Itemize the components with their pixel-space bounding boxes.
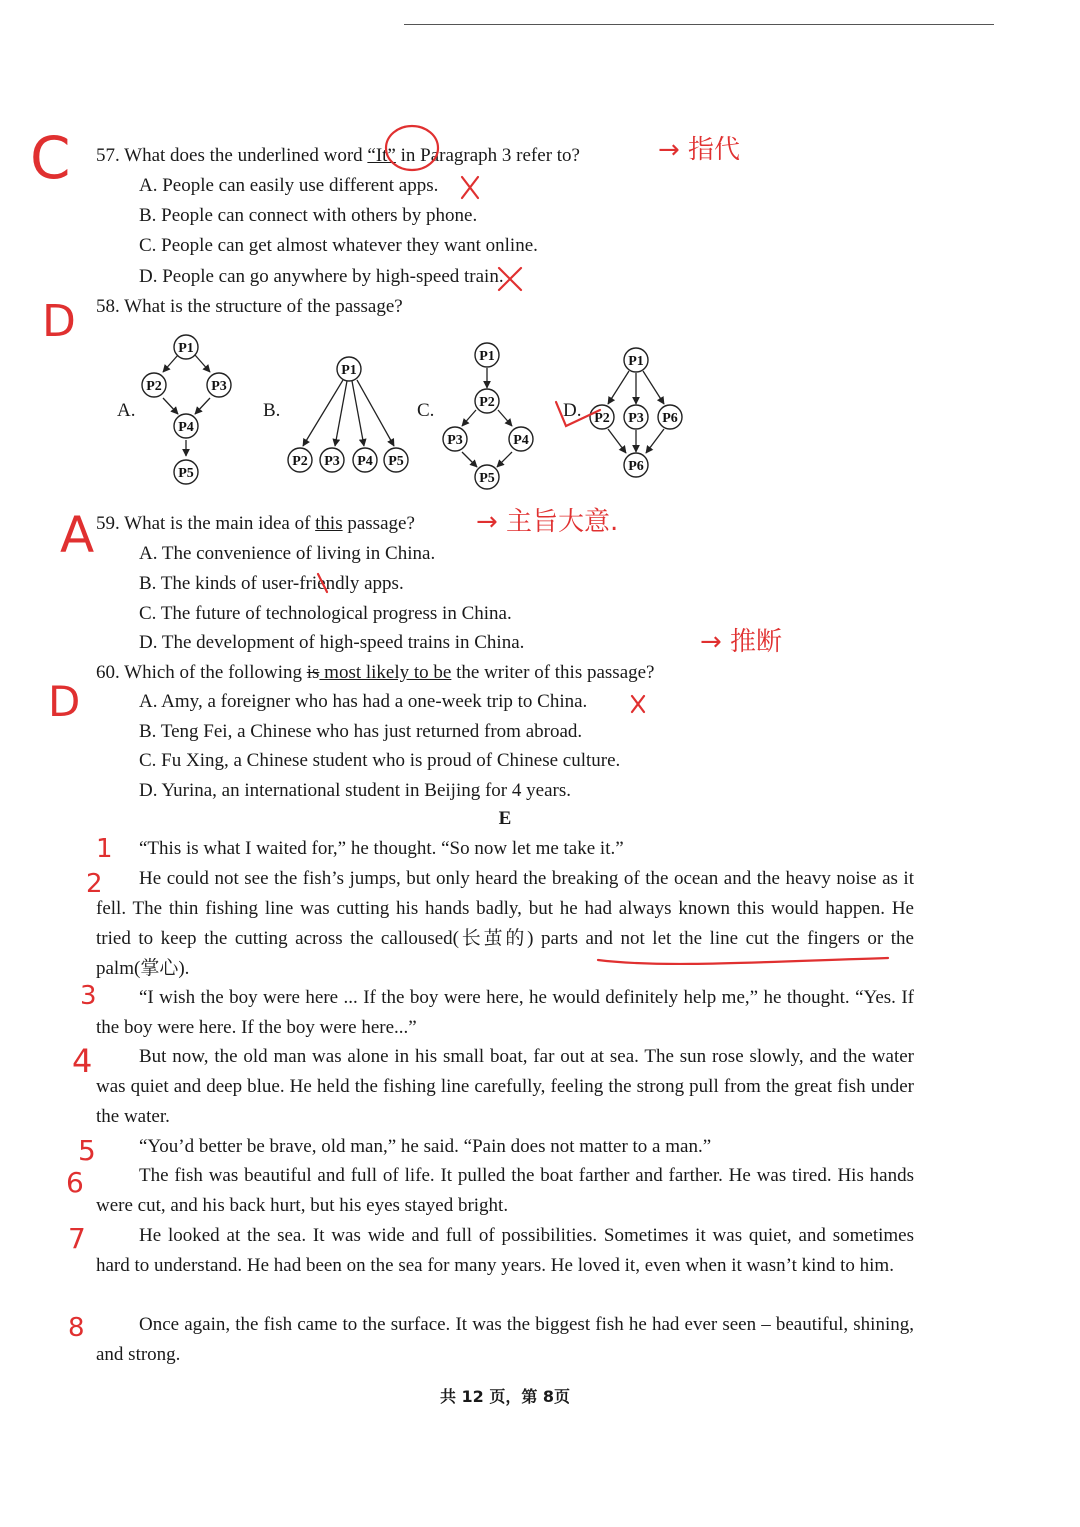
diagram-c-node-p5	[475, 465, 499, 489]
q59-underlined-word: this	[315, 513, 343, 534]
diagram-a-node-p4	[174, 414, 198, 438]
passage-paragraph-5: “You’d better be brave, old man,” he said. “Pain does not matter to a man.”	[139, 1136, 712, 1157]
svg-text:P6: P6	[662, 411, 678, 426]
q58-option-c-label[interactable]: C.	[417, 400, 435, 421]
passage-paragraph-2: He could not see the fish’s jumps, but only heard the breaking of the ocean and the heavy noise as it fell. The thin fishing line was cutting his hands badly, but he had always known this would happen. He tried to keep the cutting across the calloused(长茧的) parts and not let the line cut the fingers or the palm(掌心).	[96, 868, 914, 979]
diagram-b-node-p3	[320, 448, 344, 472]
q58-option-b-label[interactable]: B.	[263, 400, 281, 421]
diagram-c-node-p3	[443, 427, 467, 451]
q59-option-a[interactable]: A. The convenience of living in China.	[139, 543, 436, 564]
svg-text:P2: P2	[594, 411, 610, 426]
q59-option-b[interactable]: B. The kinds of user-friendly apps.	[139, 573, 404, 594]
svg-text:P1: P1	[178, 341, 194, 356]
paragraph-number-2: 2	[86, 869, 103, 899]
diagram-c	[443, 343, 533, 489]
paragraph-number-5: 5	[78, 1134, 96, 1167]
diagram-b-node-p1	[337, 357, 361, 381]
q60-underlined-phrase: most likely to be	[319, 662, 452, 683]
note-59: → 主旨大意.	[476, 507, 619, 537]
answer-57: C	[30, 124, 71, 192]
svg-text:P2: P2	[146, 379, 162, 394]
svg-text:P1: P1	[628, 354, 644, 369]
q59-stem-prefix: 59. What is the main idea of	[96, 513, 316, 534]
diagram-c-node-p4	[509, 427, 533, 451]
q57-option-d[interactable]: D. People can go anywhere by high-speed train.	[139, 266, 504, 287]
svg-text:P4: P4	[357, 454, 373, 469]
passage-paragraph-1: “This is what I waited for,” he thought. “So now let me take it.”	[139, 838, 624, 859]
q57-underlined-word: “It”	[367, 145, 396, 166]
question-59-stem	[96, 512, 415, 536]
svg-text:P4: P4	[178, 420, 194, 435]
q57-stem-suffix: in Paragraph 3 refer to?	[395, 145, 580, 166]
diagram-d-node-p3	[624, 405, 648, 429]
passage-paragraph-3: “I wish the boy were here ... If the boy were here, he would definitely help me,” he thought. “Yes. If the boy were here. If the boy were here...”	[96, 987, 914, 1038]
page-footer: 共 12 页，第 8页	[439, 1387, 571, 1406]
paragraph-number-3: 3	[80, 981, 97, 1011]
q59-stem-suffix: passage?	[342, 513, 415, 534]
svg-text:P4: P4	[513, 433, 529, 448]
q57-option-c[interactable]: C. People can get almost whatever they want online.	[139, 235, 538, 256]
diagram-d-node-p6b	[658, 405, 682, 429]
paragraph-number-6: 6	[66, 1166, 84, 1199]
diagram-a	[142, 335, 231, 484]
diagram-d-node-p2	[590, 405, 614, 429]
q60-option-a[interactable]: A. Amy, a foreigner who has had a one-week trip to China.	[139, 691, 588, 712]
passage-paragraph-7: He looked at the sea. It was wide and full of possibilities. Sometimes it was quiet, and sometimes hard to understand. He had been on the sea for many years. He loved it, even when it wasn’t kind to him.	[96, 1225, 914, 1276]
diagram-c-node-p1	[475, 343, 499, 367]
diagram-a-node-p5	[174, 460, 198, 484]
q60-struck-word: is	[306, 662, 320, 683]
q57-option-a[interactable]: A. People can easily use different apps.	[139, 175, 439, 196]
diagram-a-node-p1	[174, 335, 198, 359]
diagram-c-node-p2	[475, 389, 499, 413]
paragraph-number-4: 4	[72, 1042, 93, 1080]
svg-text:P5: P5	[178, 466, 194, 481]
diagram-b-node-p2	[288, 448, 312, 472]
diagram-b-node-p5	[384, 448, 408, 472]
svg-text:P3: P3	[447, 433, 463, 448]
question-58-stem: 58. What is the structure of the passage?	[96, 296, 403, 317]
q58-option-d-label[interactable]: D.	[563, 400, 582, 421]
diagram-d-node-p6	[624, 453, 648, 477]
diagram-a-node-p3	[207, 373, 231, 397]
q60-stem-prefix: 60. Which of the following	[96, 662, 307, 683]
q57-stem-prefix: 57. What does the underlined word	[96, 145, 368, 166]
svg-text:P3: P3	[324, 454, 340, 469]
svg-text:P2: P2	[479, 395, 495, 410]
passage-paragraph-6: The fish was beautiful and full of life. It pulled the boat farther and farther. He was tired. His hands were cut, and his back hurt, but his eyes stayed bright.	[96, 1165, 914, 1216]
q59-option-d[interactable]: D. The development of high-speed trains in China.	[139, 632, 525, 653]
passage-paragraph-4: But now, the old man was alone in his small boat, far out at sea. The sun rose slowly, and the water was quiet and deep blue. He held the fishing line carefully, feeling the strong pull from the great fish under the water.	[96, 1046, 914, 1127]
note-57: → 指代	[658, 135, 741, 165]
paragraph-number-1: 1	[96, 834, 113, 864]
q60-stem-suffix: the writer of this passage?	[451, 662, 655, 683]
section-heading: E	[498, 808, 512, 829]
diagram-a-node-p2	[142, 373, 166, 397]
note-60: → 推断	[700, 627, 783, 657]
structure-diagrams	[0, 0, 1080, 520]
paragraph-number-7: 7	[68, 1222, 86, 1255]
answer-60: D	[48, 677, 81, 726]
answer-58: D	[42, 296, 76, 347]
passage-paragraph-8: Once again, the fish came to the surface. It was the biggest fish he had ever seen – beautiful, shining, and strong.	[96, 1314, 914, 1365]
diagram-d-node-p1	[624, 348, 648, 372]
question-60-stem	[96, 661, 655, 685]
svg-text:P5: P5	[479, 471, 495, 486]
q57-option-b[interactable]: B. People can connect with others by phone.	[139, 205, 478, 226]
svg-text:P6: P6	[628, 459, 644, 474]
q59-option-c[interactable]: C. The future of technological progress in China.	[139, 603, 512, 624]
svg-text:P2: P2	[292, 454, 308, 469]
q58-option-a-label[interactable]: A.	[117, 400, 136, 421]
svg-text:P5: P5	[388, 454, 404, 469]
svg-text:P1: P1	[341, 363, 357, 378]
svg-text:P3: P3	[628, 411, 644, 426]
q60-option-b[interactable]: B. Teng Fei, a Chinese who has just returned from abroad.	[139, 721, 583, 742]
answer-59: A	[60, 506, 95, 564]
diagram-d	[590, 348, 682, 477]
diagram-b-node-p4	[353, 448, 377, 472]
paragraph-number-8: 8	[68, 1313, 85, 1343]
cross-mark-60a	[632, 696, 644, 712]
diagram-b	[288, 357, 408, 472]
svg-text:P3: P3	[211, 379, 227, 394]
svg-text:P1: P1	[479, 349, 495, 364]
q60-option-c[interactable]: C. Fu Xing, a Chinese student who is proud of Chinese culture.	[139, 750, 621, 771]
q60-option-d[interactable]: D. Yurina, an international student in Beijing for 4 years.	[139, 780, 571, 801]
